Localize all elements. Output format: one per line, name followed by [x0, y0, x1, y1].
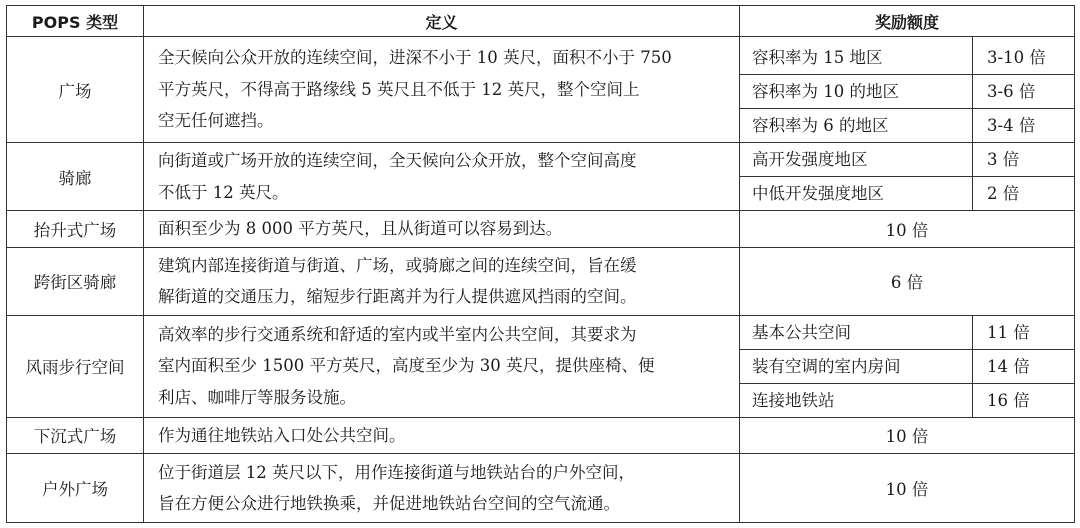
- table-row: [7, 37, 1075, 75]
- pops-table-container: [6, 5, 1074, 523]
- reward-cell: 10 倍: [740, 454, 1075, 523]
- type-cell: 户外广场: [7, 454, 144, 523]
- definition-line: 位于街道层 12 英尺以下，用作连接街道与地铁站台的户外空间，: [158, 462, 635, 482]
- reward-cell: 6 倍: [740, 247, 1075, 315]
- table-row: [7, 143, 1075, 177]
- reward-multiplier-cell: 3 倍: [973, 143, 1075, 177]
- reward-area-cell: 连接地铁站: [740, 383, 973, 417]
- reward-area-cell: 高开发强度地区: [740, 143, 973, 177]
- type-cell: 广场: [7, 37, 144, 143]
- definition-line: 解街道的交通压力，缩短步行距离并为行人提供遮风挡雨的空间。: [158, 287, 637, 306]
- table-row: [7, 454, 1075, 523]
- header-reward: 奖励额度: [740, 6, 1075, 37]
- pops-table: [6, 5, 1075, 523]
- table-row: [7, 211, 1075, 248]
- type-cell: 风雨步行空间: [7, 315, 144, 417]
- definition-line: 高效率的步行交通系统和舒适的室内或半室内公共空间，其要求为: [158, 324, 637, 344]
- definition-cell: [144, 417, 740, 454]
- header-definition: 定义: [144, 6, 740, 37]
- reward-area-cell: 容积率为 10 的地区: [740, 75, 973, 109]
- definition-cell: [144, 454, 740, 523]
- definition-line: 作为通往地铁站入口处公共空间。: [158, 425, 406, 445]
- reward-multiplier-cell: 16 倍: [973, 383, 1075, 417]
- definition-line: 向街道或广场开放的连续空间，全天候向公众开放，整个空间高度: [158, 151, 637, 170]
- definition-line: 旨在方便公众进行地铁换乘，并促进地铁站台空间的空气流通。: [158, 494, 620, 513]
- table-row: [7, 247, 1075, 315]
- header-type: POPS 类型: [7, 6, 144, 37]
- type-cell: 下沉式广场: [7, 417, 144, 454]
- reward-area-cell: 中低开发强度地区: [740, 177, 973, 211]
- definition-cell: [144, 37, 740, 143]
- type-cell: 抬升式广场: [7, 211, 144, 248]
- reward-multiplier-cell: 3-6 倍: [973, 75, 1075, 109]
- type-cell: 骑廊: [7, 143, 144, 211]
- definition-line: 面积至少为 8 000 平方英尺，且从街道可以容易到达。: [158, 219, 563, 238]
- definition-cell: [144, 211, 740, 248]
- reward-area-cell: 装有空调的室内房间: [740, 349, 973, 383]
- definition-line: 空无任何遮挡。: [158, 111, 274, 131]
- reward-multiplier-cell: 3-4 倍: [973, 109, 1075, 143]
- reward-multiplier-cell: 14 倍: [973, 349, 1075, 383]
- reward-area-cell: 容积率为 15 地区: [740, 37, 973, 75]
- definition-line: 不低于 12 英尺。: [158, 182, 289, 202]
- header-row: [7, 6, 1075, 37]
- reward-area-cell: 容积率为 6 的地区: [740, 109, 973, 143]
- reward-cell: 10 倍: [740, 211, 1075, 248]
- definition-cell: [144, 315, 740, 417]
- table-row: [7, 315, 1075, 349]
- reward-multiplier-cell: 3-10 倍: [973, 37, 1075, 75]
- definition-line: 利店、咖啡厅等服务设施。: [158, 387, 356, 407]
- reward-area-cell: 基本公共空间: [740, 315, 973, 349]
- reward-multiplier-cell: 2 倍: [973, 177, 1075, 211]
- definition-line: 平方英尺，不得高于路缘线 5 英尺且不低于 12 英尺，整个空间上: [158, 79, 640, 99]
- type-cell: 跨街区骑廊: [7, 247, 144, 315]
- definition-line: 室内面积至少 1500 平方英尺，高度至少为 30 英尺，提供座椅、便: [158, 356, 655, 376]
- definition-line: 全天候向公众开放的连续空间，进深不小于 10 英尺，面积不小于 750: [158, 48, 672, 68]
- reward-cell: 10 倍: [740, 417, 1075, 454]
- definition-line: 建筑内部连接街道与街道、广场，或骑廊之间的连续空间，旨在缓: [158, 255, 637, 275]
- definition-cell: [144, 143, 740, 211]
- definition-cell: [144, 247, 740, 315]
- reward-multiplier-cell: 11 倍: [973, 315, 1075, 349]
- table-row: [7, 417, 1075, 454]
